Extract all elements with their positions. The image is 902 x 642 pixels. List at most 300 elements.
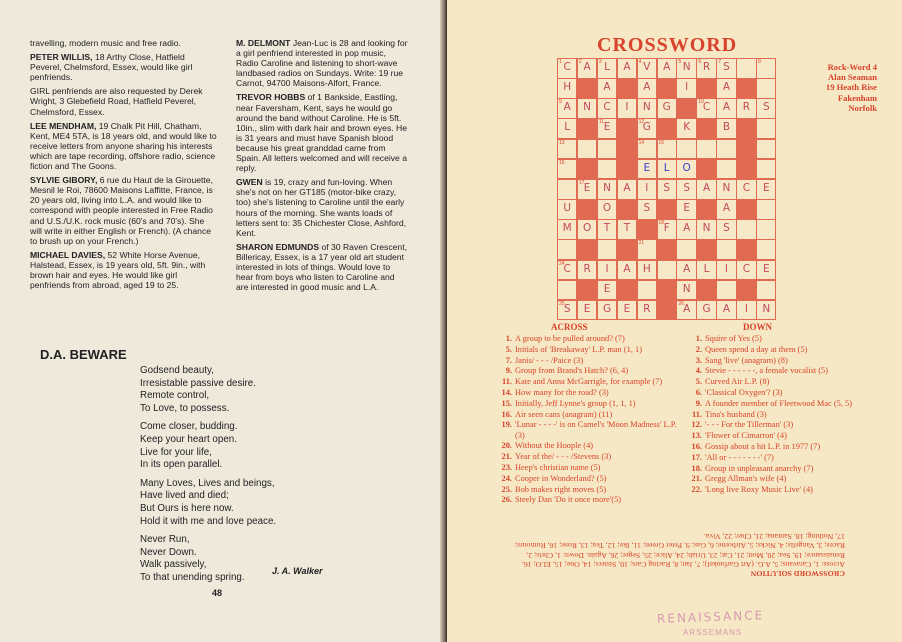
grid-cell — [716, 219, 736, 240]
grid-cell — [716, 58, 736, 79]
penfriend-name: LEE MENDHAM, — [30, 120, 97, 131]
cell-letter: A — [583, 61, 591, 73]
grid-cell — [676, 179, 696, 200]
grid-cell — [557, 280, 577, 301]
grid-cell — [637, 300, 657, 321]
clue-number: 3. — [695, 355, 702, 365]
penfriend-entry — [236, 242, 408, 292]
cell-number: 14 — [638, 139, 645, 146]
across-clue — [495, 420, 685, 441]
penfriend-entry — [30, 175, 218, 246]
penfriends-column-1 — [30, 38, 218, 294]
grid-cell — [696, 98, 716, 119]
cell-number: 2 — [578, 59, 582, 65]
clue-text: Bob makes right moves (5) — [515, 484, 607, 494]
grid-cell — [557, 219, 577, 240]
clue-number: 13. — [691, 431, 702, 441]
cell-letter: A — [722, 101, 731, 114]
penfriend-text: is 19, crazy and fun-loving. When she's not on her GT185 (motor-bike crazy, too) she's listening to Caroline until the early hours of the morning. She wants loads of letters sent to: 35 Chichester Close, Ashford, Kent. — [236, 177, 407, 238]
cell-letter: N — [682, 61, 691, 73]
poem-stanza — [140, 421, 370, 471]
grid-cell — [597, 260, 617, 281]
grid-cell — [637, 179, 657, 200]
grid-cell — [637, 239, 657, 260]
cell-letter: A — [683, 222, 691, 235]
grid-cell — [756, 260, 776, 281]
cell-number: 24 — [559, 260, 565, 267]
cell-letter: N — [762, 302, 771, 315]
cell-letter: A — [563, 101, 571, 114]
cell-letter: C — [702, 101, 711, 114]
cell-letter: O — [682, 161, 691, 174]
across-header: ACROSS — [551, 322, 588, 332]
clue-number: 7. — [505, 355, 512, 365]
grid-block — [637, 219, 657, 240]
clue-number: 16. — [501, 409, 512, 419]
grid-block — [736, 139, 756, 160]
clue-number: 26. — [501, 495, 512, 505]
grid-cell — [617, 58, 637, 79]
penfriend-text: travelling, modern music and free radio. — [30, 38, 181, 48]
grid-cell — [756, 199, 776, 220]
down-clue — [685, 474, 875, 484]
clue-text: Group from Brand's Hatch? (6, 4) — [515, 366, 629, 376]
grid-cell — [756, 159, 776, 180]
grid-cell — [557, 78, 577, 99]
cell-letter: G — [702, 302, 711, 315]
clue-number: 21. — [501, 452, 512, 462]
cell-letter: S — [723, 222, 730, 235]
grid-block — [577, 199, 597, 220]
cell-letter: M — [562, 222, 572, 235]
grid-cell — [696, 179, 716, 200]
grid-cell — [696, 300, 716, 321]
clue-text: Air seen cans (anagram) (11) — [515, 409, 613, 419]
cell-number: 18 — [658, 220, 665, 227]
grid-cell — [577, 300, 597, 321]
credit-line: 19 Heath Rise — [825, 82, 877, 93]
down-clue — [685, 442, 875, 452]
poem-line: In its open parallel. — [140, 459, 223, 471]
credit-line: Fakenham — [837, 92, 877, 103]
cell-number: 12 — [638, 119, 645, 126]
grid-cell — [676, 139, 696, 160]
grid-cell — [557, 159, 577, 180]
across-clue — [495, 463, 685, 473]
cell-letter: N — [722, 181, 731, 194]
cell-letter: S — [762, 101, 770, 114]
penfriend-text: 52 White Horse Avenue, Halstead, Essex, is 19 years old, 5ft. 9in., with brown hair and eyes. He would like girl penfriends from abroad, aged 19 to 25. — [30, 249, 206, 291]
across-clue — [495, 495, 685, 505]
grid-cell — [657, 219, 677, 240]
grid-cell — [756, 98, 776, 119]
clue-text: Initially, Jeff Lynne's group (1, 1, 1) — [515, 398, 636, 408]
clue-text: Squire of Yes (5) — [705, 334, 762, 343]
clue-number: 19. — [501, 420, 512, 430]
cell-letter: E — [762, 181, 770, 194]
cell-letter: V — [643, 61, 651, 73]
grid-cell — [557, 260, 577, 281]
clue-text: Sang 'live' (anagram) (8) — [705, 355, 788, 365]
penfriend-entry — [30, 250, 218, 290]
grid-block — [736, 199, 756, 220]
cell-number: 16 — [559, 159, 565, 166]
grid-cell — [557, 98, 577, 119]
poem-line: Many Loves, Lives and beings, — [140, 477, 275, 489]
grid-cell — [676, 219, 696, 240]
cell-letter: N — [702, 222, 711, 235]
grid-cell — [756, 239, 776, 260]
clue-text: Cooper in Wonderland? (5) — [515, 473, 607, 483]
across-clue — [495, 345, 685, 355]
grid-cell — [736, 219, 756, 240]
clue-number: 9. — [695, 398, 702, 408]
grid-cell — [736, 58, 756, 79]
cell-letter: A — [683, 302, 691, 315]
poem-line: Live for your life, — [140, 446, 212, 458]
penfriend-text: of 30 Raven Crescent, Billericay, Essex, is a 17 year old art student interested in lots of things. Would love to hear from boys who listen to Caroline and are interested in good music and L.A. — [236, 241, 407, 293]
grid-cell — [756, 78, 776, 99]
across-clue — [495, 410, 685, 420]
cell-letter: I — [744, 302, 748, 315]
grid-cell — [637, 139, 657, 160]
cell-letter: N — [583, 101, 592, 114]
cell-letter: R — [643, 302, 651, 315]
cell-letter: E — [643, 161, 651, 174]
cell-number: 5 — [678, 59, 682, 65]
down-clue — [685, 410, 875, 420]
grid-block — [617, 139, 637, 160]
clue-text: Heep's christian name (5) — [515, 463, 601, 473]
clue-text: Curved Air L.P. (8) — [705, 377, 770, 387]
grid-cell — [577, 98, 597, 119]
grid-cell — [657, 179, 677, 200]
penfriend-entry — [30, 86, 218, 116]
cell-letter: A — [702, 181, 711, 194]
solution-heading: CROSSWORD SOLUTION — [750, 569, 845, 579]
grid-cell — [736, 300, 756, 321]
across-clue — [495, 366, 685, 376]
clue-number: 24. — [501, 473, 512, 483]
cell-letter: L — [564, 121, 571, 134]
cell-letter: H — [563, 81, 572, 94]
grid-cell — [736, 260, 756, 281]
poem-line: But Ours is here now. — [140, 502, 234, 514]
down-clue — [685, 345, 875, 355]
clue-text: How many for the road? (3) — [515, 387, 609, 397]
grid-cell — [617, 260, 637, 281]
clue-text: Group in unpleasant anarchy (7) — [705, 463, 814, 473]
grid-block — [657, 78, 677, 99]
clue-number: 17. — [691, 452, 702, 462]
penfriend-name: SYLVIE GIBORY, — [30, 175, 98, 186]
poem-stanza — [140, 478, 370, 528]
grid-block — [577, 78, 597, 99]
clue-text: Steely Dan 'Do it once more'(5) — [515, 495, 622, 505]
poem-line: Irresistable passive desire. — [140, 377, 256, 389]
poem-line: Godsend beauty, — [140, 365, 214, 376]
poem-line: To that unending spring. — [140, 571, 245, 583]
clue-number: 14. — [501, 387, 512, 397]
grid-cell — [676, 260, 696, 281]
grid-cell — [597, 118, 617, 139]
clue-number: 11. — [691, 409, 702, 419]
cell-letter: C — [742, 181, 751, 194]
grid-cell — [597, 139, 617, 160]
grid-block — [657, 300, 677, 321]
cell-letter: S — [663, 181, 671, 194]
cell-letter: E — [583, 181, 591, 194]
poem-line: Come closer, budding. — [140, 421, 238, 433]
grid-cell — [676, 78, 696, 99]
grid-block — [736, 159, 756, 180]
grid-cell — [676, 239, 696, 260]
grid-cell — [657, 98, 677, 119]
crossword-solution — [505, 532, 845, 578]
credit-line: Alan Seaman — [828, 72, 877, 83]
cell-letter: B — [722, 121, 731, 134]
grid-cell — [557, 300, 577, 321]
grid-block — [657, 280, 677, 301]
grid-cell — [597, 239, 617, 260]
clue-text: Tina's husband (3) — [705, 409, 767, 419]
clue-number: 1. — [505, 334, 512, 343]
grid-cell — [637, 280, 657, 301]
penfriend-entry — [236, 38, 408, 88]
cell-number: 11 — [598, 119, 605, 126]
across-clue — [495, 485, 685, 495]
clue-text: 'Long live Roxy Music Live' (4) — [705, 485, 813, 495]
grid-block — [617, 159, 637, 180]
grid-cell — [597, 280, 617, 301]
poem-line: Never Run, — [140, 534, 190, 546]
down-clue — [685, 453, 875, 463]
cell-letter: F — [663, 222, 670, 235]
poem-line: Have lived and died; — [140, 490, 229, 502]
clue-text: 'Flower of Cimarron' (4) — [705, 431, 787, 441]
clue-text: 'Lunar - - - -' is on Camel's 'Moon Madness' L.P. (3) — [515, 420, 677, 440]
cell-letter: S — [723, 61, 730, 73]
grid-cell — [696, 58, 716, 79]
grid-block — [617, 118, 637, 139]
cell-letter: O — [582, 222, 592, 235]
clue-text: Stevie - - - - - -, a female vocalist (5) — [705, 366, 829, 376]
page-number: 48 — [212, 588, 223, 598]
poem-line: To Love, to possess. — [140, 402, 230, 414]
grid-cell — [637, 199, 657, 220]
crossword-grid — [557, 58, 776, 320]
clue-text: 'All or - - - - - - -' (7) — [705, 452, 774, 462]
grid-cell — [676, 300, 696, 321]
credit-line: Norfolk — [848, 102, 877, 113]
grid-cell — [577, 139, 597, 160]
penfriend-entry — [30, 121, 218, 171]
cell-letter: E — [623, 302, 631, 315]
clue-number: 12. — [691, 420, 702, 430]
solution-text: Across: 1, Caravans; 5, A.G. (Art Garfunkel); 7, Jan; 8, Racing Cars; 10, Sisters; 14, One; 15, ELO; 16, Renaissance; 19, Sea; 20, Mott; 21, Cat; 23, Uriah; 24, Alice; 25, Seger; 26, Again. Down: 1, Chris; 2, Races; 3, Vangelis; 4, Nicks; 5, Airborne; 6, Gas; 9, Peter Green; 11, Ike; 12, Tea; 13, Rose; 16, Rumours; 17, Nothing; 18, Santana; 21, Cher; 22, Viva. — [514, 532, 845, 569]
cell-number: 3 — [598, 59, 602, 65]
grid-cell — [756, 219, 776, 240]
grid-cell — [716, 260, 736, 281]
grid-cell — [597, 58, 617, 79]
cell-letter: I — [685, 81, 689, 94]
grid-cell — [716, 280, 736, 301]
grid-block — [736, 118, 756, 139]
down-clue — [685, 485, 875, 495]
cell-letter: A — [643, 81, 651, 94]
poem — [140, 365, 370, 591]
grid-cell — [557, 239, 577, 260]
clue-text: Gossip about a hit L.P. in 1977 (7) — [705, 441, 821, 451]
grid-cell — [657, 159, 677, 180]
grid-cell — [577, 260, 597, 281]
grid-cell — [676, 159, 696, 180]
cell-number: 17 — [578, 179, 585, 186]
credit-line: Rock-Word 4 — [827, 62, 877, 72]
grid-cell — [716, 300, 736, 321]
grid-block — [577, 239, 597, 260]
grid-cell — [676, 199, 696, 220]
poem-stanza — [140, 534, 370, 584]
cell-letter: N — [642, 101, 651, 114]
poem-line: Hold it with me and love peace. — [140, 515, 277, 527]
cell-number: 13 — [559, 139, 565, 146]
penfriend-name: PETER WILLIS, — [30, 52, 93, 63]
penfriend-text: GIRL penfriends are also requested by Derek Wright, 3 Glebefield Road, Hatfield Peverel, Chelmsford, Essex. — [30, 86, 203, 117]
grid-cell — [716, 98, 736, 119]
across-clue — [495, 377, 685, 387]
cell-letter: T — [603, 222, 611, 235]
cell-letter: U — [563, 202, 572, 215]
cell-letter: I — [625, 101, 629, 114]
cell-letter: A — [623, 181, 631, 194]
clue-number: 9. — [505, 366, 512, 376]
across-clue — [495, 388, 685, 398]
grid-cell — [597, 300, 617, 321]
grid-block — [736, 239, 756, 260]
clue-number: 11. — [501, 377, 512, 387]
crossword-credit — [777, 62, 877, 113]
cell-letter: K — [683, 121, 691, 134]
down-header: DOWN — [743, 322, 772, 332]
penfriend-text: of 1 Bankside, Eastling, near Faversham, Kent, says he would go around the band without Caroline. He is 5ft. 10in., slim with dark hair and brown eyes. He is 31 years and must have Spanish blood because his great granddad came from Spain. All letters welcomed and will receive a reply. — [236, 92, 408, 174]
cell-letter: N — [603, 181, 611, 194]
grid-block — [657, 199, 677, 220]
clue-number: 16. — [691, 441, 702, 451]
clue-text: Janis/ - - - /Paice (3) — [515, 355, 584, 365]
cell-letter: S — [683, 181, 690, 194]
cell-letter: O — [602, 202, 612, 215]
cell-letter: S — [643, 202, 651, 215]
grid-cell — [577, 219, 597, 240]
grid-block — [617, 78, 637, 99]
poem-stanza — [140, 365, 370, 415]
clue-number: 4. — [695, 366, 702, 376]
cell-letter: C — [603, 101, 611, 114]
down-clue — [685, 334, 875, 344]
cell-number: 4 — [638, 59, 642, 65]
clue-text: A group to be pulled around? (7) — [515, 334, 625, 343]
cell-number: 15 — [658, 139, 665, 146]
cell-letter: A — [623, 262, 631, 275]
cell-letter: S — [563, 302, 571, 315]
grid-block — [736, 78, 756, 99]
clue-number: 23. — [501, 463, 512, 473]
clue-text: Queen spend a day at them (5) — [705, 344, 808, 354]
grid-block — [696, 118, 716, 139]
grid-cell — [696, 139, 716, 160]
across-clue — [495, 474, 685, 484]
cell-number: 6 — [698, 59, 702, 65]
down-clues — [685, 334, 875, 496]
clue-number: 1. — [695, 334, 702, 343]
penfriends-column-2 — [236, 38, 408, 296]
grid-cell — [676, 280, 696, 301]
grid-cell — [557, 139, 577, 160]
grid-block — [657, 239, 677, 260]
grid-cell — [557, 179, 577, 200]
across-clue — [495, 452, 685, 462]
grid-cell — [696, 219, 716, 240]
grid-cell — [637, 159, 657, 180]
cell-letter: C — [563, 61, 571, 73]
grid-cell — [756, 58, 776, 79]
grid-cell — [716, 139, 736, 160]
grid-cell — [577, 179, 597, 200]
cell-letter: H — [642, 262, 651, 275]
grid-cell — [716, 239, 736, 260]
down-clue — [685, 356, 875, 366]
cell-letter: G — [602, 302, 612, 315]
across-clue — [495, 399, 685, 409]
grid-cell — [597, 179, 617, 200]
grid-cell — [716, 118, 736, 139]
grid-cell — [736, 98, 756, 119]
grid-cell — [557, 58, 577, 79]
crossword-title: CROSSWORD — [597, 34, 738, 56]
grid-block — [696, 159, 716, 180]
cell-letter: E — [603, 282, 611, 295]
cell-number: 7 — [718, 59, 722, 65]
clue-text: Kate and Anna McGarrigle, for example (7) — [515, 377, 663, 387]
clue-text: A founder member of Fleetwood Mac (5, 5) — [705, 398, 852, 408]
grid-block — [657, 118, 677, 139]
cell-number: 25 — [559, 300, 565, 307]
grid-cell — [657, 260, 677, 281]
cell-number: 9 — [559, 99, 562, 106]
grid-block — [577, 159, 597, 180]
handwritten-stamp: RENAISSANCE — [656, 608, 765, 626]
clue-number: 5. — [695, 377, 702, 387]
clue-text: Gregg Allman's wife (4) — [705, 474, 787, 484]
penfriend-name: M. DELMONT — [236, 38, 291, 48]
cell-letter: L — [703, 262, 710, 275]
grid-cell — [676, 118, 696, 139]
cell-letter: C — [742, 262, 751, 275]
grid-cell — [617, 179, 637, 200]
grid-cell — [617, 219, 637, 240]
grid-block — [696, 239, 716, 260]
cell-letter: A — [722, 202, 731, 215]
cell-letter: C — [563, 262, 571, 275]
clue-number: 5. — [505, 344, 512, 354]
penfriend-entry — [236, 177, 408, 238]
cell-letter: E — [762, 262, 770, 275]
penfriend-name: GWEN — [236, 177, 263, 188]
grid-block — [617, 239, 637, 260]
grid-block — [577, 118, 597, 139]
grid-cell — [557, 199, 577, 220]
